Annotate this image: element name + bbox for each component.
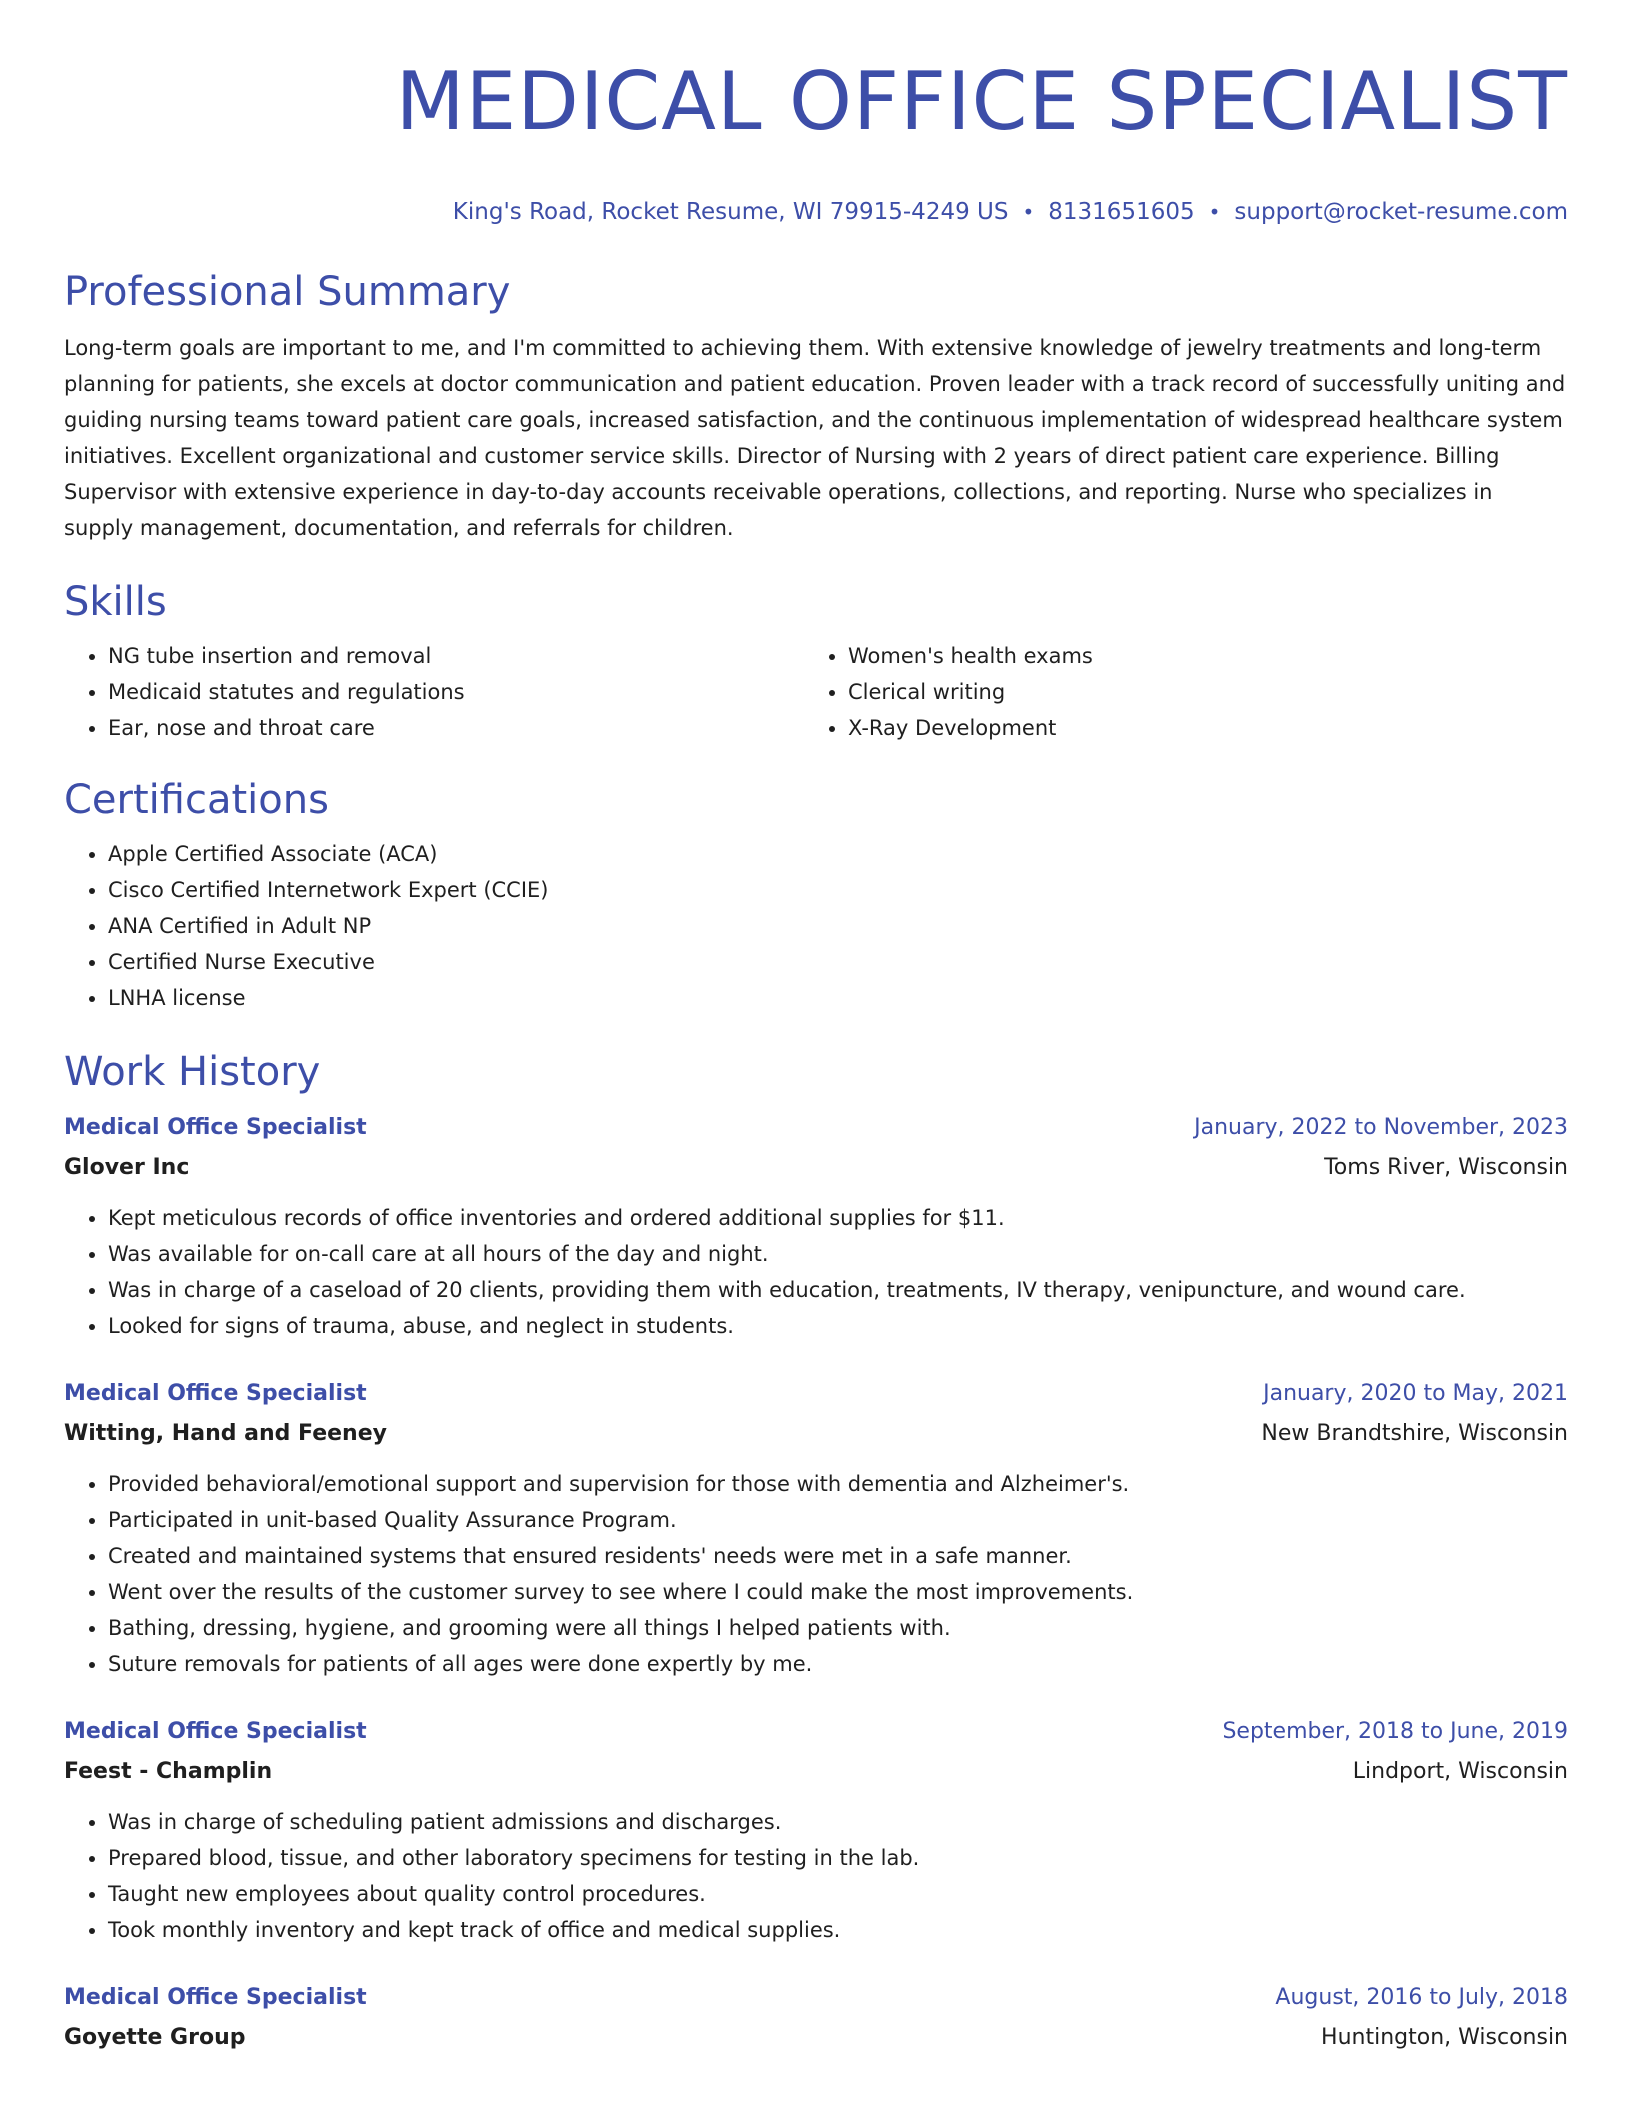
skill-item: • X-Ray Development xyxy=(848,710,1568,746)
contact-address: King's Road, Rocket Resume, WI 79915-4249 US xyxy=(452,199,1009,225)
job-bullet: • Took monthly inventory and kept track of office and medical supplies. xyxy=(108,1912,1568,1948)
job-bullet: • Was in charge of scheduling patient admissions and discharges. xyxy=(108,1804,1568,1840)
job-bullet: • Provided behavioral/emotional support and supervision for those with dementia and Alzheimer's. xyxy=(108,1466,1568,1502)
job-dates: January, 2020 to May, 2021 xyxy=(1263,1381,1568,1406)
job-company: Glover Inc xyxy=(64,1155,190,1180)
job-bullet: • Participated in unit-based Quality Assurance Program. xyxy=(108,1502,1568,1538)
skill-item: • Women's health exams xyxy=(848,638,1568,674)
certification-item: • ANA Certified in Adult NP xyxy=(108,908,1568,944)
certifications-heading: Certifications xyxy=(64,777,329,823)
job-company: Goyette Group xyxy=(64,2025,246,2050)
job-bullet: • Was in charge of a caseload of 20 clients, providing them with education, treatments, IV therapy, venipuncture, and wound care. xyxy=(108,1272,1568,1308)
skills-list-right xyxy=(804,638,1568,746)
job-entry xyxy=(64,1374,1568,1682)
skill-item: • NG tube insertion and removal xyxy=(108,638,804,674)
job-company: Feest - Champlin xyxy=(64,1759,273,1784)
job-dates: September, 2018 to June, 2019 xyxy=(1222,1719,1568,1744)
certification-item: • Certified Nurse Executive xyxy=(108,944,1568,980)
certifications-list xyxy=(64,836,1568,1016)
job-bullets xyxy=(64,1804,1568,1948)
summary-heading: Professional Summary xyxy=(64,269,511,315)
contact-email[interactable]: support@rocket-resume.com xyxy=(1234,199,1568,225)
job-bullet: • Bathing, dressing, hygiene, and grooming were all things I helped patients with. xyxy=(108,1610,1568,1646)
job-title: Medical Office Specialist xyxy=(64,1719,367,1744)
certification-item: • Cisco Certified Internetwork Expert (CCIE) xyxy=(108,872,1568,908)
job-entry xyxy=(64,1108,1568,1344)
job-subheader-row xyxy=(64,2018,1568,2058)
skills-list-left xyxy=(64,638,804,746)
skills-heading: Skills xyxy=(64,579,167,625)
job-dates: August, 2016 to July, 2018 xyxy=(1275,1985,1568,2010)
job-title: Medical Office Specialist xyxy=(64,1985,367,2010)
contact-phone[interactable]: 8131651605 xyxy=(1048,199,1195,225)
skills-grid xyxy=(64,638,1568,746)
job-dates: January, 2022 to November, 2023 xyxy=(1194,1115,1568,1140)
contact-line xyxy=(64,196,1568,228)
contact-separator: • xyxy=(1208,200,1221,224)
job-bullet: • Was available for on-call care at all hours of the day and night. xyxy=(108,1236,1568,1272)
job-header-row xyxy=(64,1712,1568,1752)
job-bullet: • Prepared blood, tissue, and other laboratory specimens for testing in the lab. xyxy=(108,1840,1568,1876)
job-location: Huntington, Wisconsin xyxy=(1321,2025,1568,2050)
job-bullets xyxy=(64,1200,1568,1344)
resume-title: MEDICAL OFFICE SPECIALIST xyxy=(395,55,1568,148)
skill-item: • Clerical writing xyxy=(848,674,1568,710)
job-entry xyxy=(64,1978,1568,2058)
contact-separator: • xyxy=(1022,200,1035,224)
job-title: Medical Office Specialist xyxy=(64,1381,367,1406)
certification-item: • Apple Certified Associate (ACA) xyxy=(108,836,1568,872)
job-bullet: • Went over the results of the customer survey to see where I could make the most improvements. xyxy=(108,1574,1568,1610)
job-subheader-row xyxy=(64,1752,1568,1792)
summary-text: Long-term goals are important to me, and I'm committed to achieving them. With extensive knowledge of jewelry treatments and long-term planning for patients, she excels at doctor communication and patient education. Proven leader with a track record of successfully uniting and guiding nursing teams toward patient care goals, increased satisfaction, and the continuous implementation of widespread healthcare system initiatives. Excellent organizational and customer service skills. Director of Nursing with 2 years of direct patient care experience. Billing Supervisor with extensive experience in day-to-day accounts receivable operations, collections, and reporting. Nurse who specializes in supply management, documentation, and referrals for children. xyxy=(64,336,1566,540)
job-bullet: • Created and maintained systems that ensured residents' needs were met in a safe manner. xyxy=(108,1538,1568,1574)
skill-item: • Medicaid statutes and regulations xyxy=(108,674,804,710)
job-bullets xyxy=(64,1466,1568,1682)
job-bullet: • Kept meticulous records of office inventories and ordered additional supplies for $11. xyxy=(108,1200,1568,1236)
job-subheader-row xyxy=(64,1414,1568,1454)
job-bullet: • Suture removals for patients of all ages were done expertly by me. xyxy=(108,1646,1568,1682)
job-location: Lindport, Wisconsin xyxy=(1352,1759,1568,1784)
work-history-heading: Work History xyxy=(64,1049,321,1095)
job-bullet: • Taught new employees about quality control procedures. xyxy=(108,1876,1568,1912)
job-title: Medical Office Specialist xyxy=(64,1115,367,1140)
job-header-row xyxy=(64,1374,1568,1414)
job-subheader-row xyxy=(64,1148,1568,1188)
skill-item: • Ear, nose and throat care xyxy=(108,710,804,746)
job-header-row xyxy=(64,1978,1568,2018)
job-entry xyxy=(64,1712,1568,1948)
job-location: Toms River, Wisconsin xyxy=(1324,1155,1568,1180)
certification-item: • LNHA license xyxy=(108,980,1568,1016)
job-bullet: • Looked for signs of trauma, abuse, and neglect in students. xyxy=(108,1308,1568,1344)
job-location: New Brandtshire, Wisconsin xyxy=(1261,1421,1568,1446)
job-header-row xyxy=(64,1108,1568,1148)
job-company: Witting, Hand and Feeney xyxy=(64,1421,387,1446)
